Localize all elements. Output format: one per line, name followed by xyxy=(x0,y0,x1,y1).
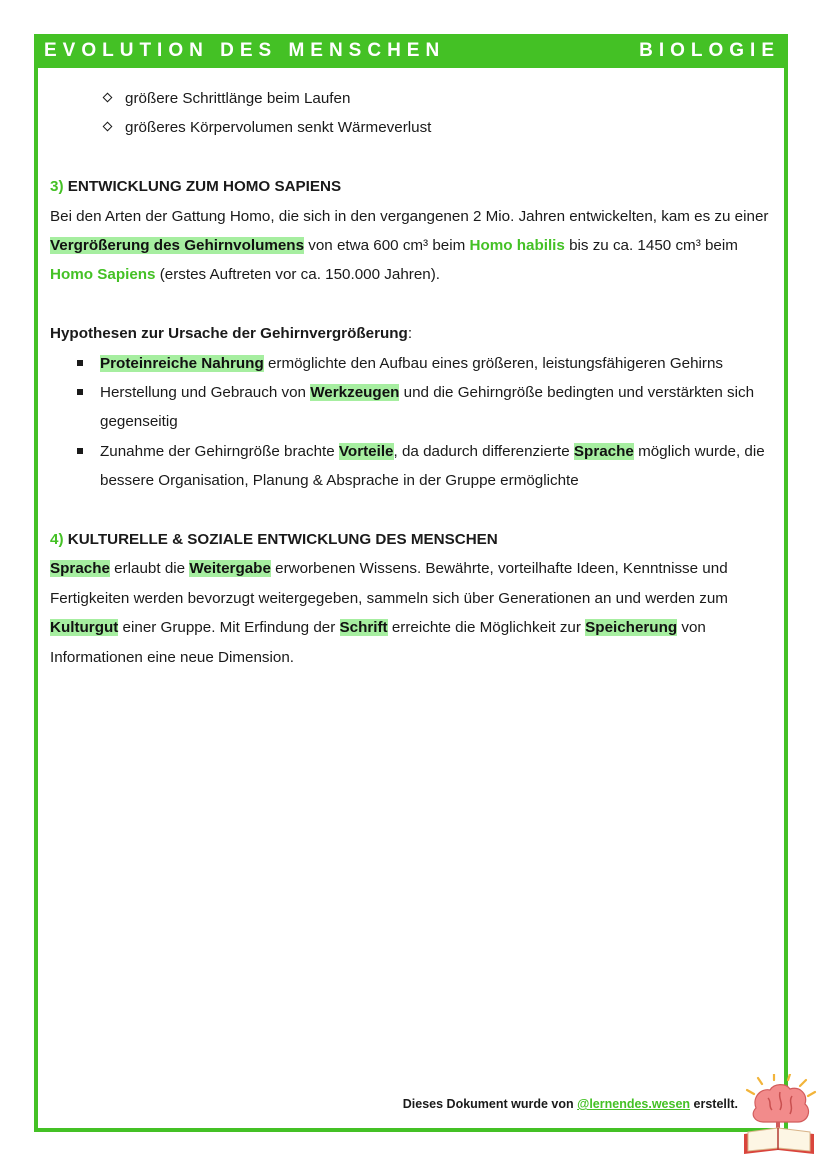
page-header xyxy=(34,34,788,68)
highlight: Sprache xyxy=(50,560,110,578)
subject-label: BIOLOGIE xyxy=(639,40,780,61)
highlight: Vergrößerung des Gehirnvolumens xyxy=(50,237,305,255)
highlight: Speicherung xyxy=(585,619,678,637)
hypotheses-heading: Hypothesen zur Ursache der Gehirnvergrößerung: xyxy=(50,325,413,343)
section-number: 3) xyxy=(50,178,64,196)
highlight: Schrift xyxy=(339,619,388,637)
brain-book-logo-icon xyxy=(738,1074,820,1158)
highlight: Vorteile xyxy=(338,442,394,460)
footer-credit: Dieses Dokument wurde von @lernendes.wesen erstellt. xyxy=(402,1097,738,1111)
document-title: EVOLUTION DES MENSCHEN xyxy=(44,40,446,61)
adaptation-list xyxy=(50,84,780,143)
section-number: 4) xyxy=(50,531,64,549)
section-title: KULTURELLE & SOZIALE ENTWICKLUNG DES MENSCHEN xyxy=(67,531,498,549)
species-name: Homo habilis xyxy=(469,237,565,255)
highlight: Sprache xyxy=(573,442,634,460)
section-title: ENTWICKLUNG ZUM HOMO SAPIENS xyxy=(67,178,342,196)
section-3-heading xyxy=(50,172,780,201)
section-4-heading xyxy=(50,525,780,554)
main-content xyxy=(50,84,780,672)
highlight: Proteinreiche Nahrung xyxy=(100,354,264,372)
species-name: Homo Sapiens xyxy=(50,266,156,284)
highlight: Kulturgut xyxy=(50,619,119,637)
section-4-paragraph: Sprache erlaubt die Weitergabe erworbenen Wissens. Bewährte, vorteilhafte Ideen, Kenntnisse und Fertigkeiten werden bevorzugt weitergegeben, sammeln sich über Generationen an und werden zum Kulturgut einer Gruppe. Mit Erfindung der Schrift erreichte die Möglichkeit zur Speicherung von Informationen eine neue Dimension. xyxy=(50,560,728,666)
list-item: größere Schrittlänge beim Laufen xyxy=(102,84,780,113)
hypotheses-list xyxy=(50,349,780,496)
list-item: größeres Körpervolumen senkt Wärmeverlust xyxy=(102,113,780,142)
highlight: Werkzeugen xyxy=(310,384,400,402)
section-3-paragraph: Bei den Arten der Gattung Homo, die sich in den vergangenen 2 Mio. Jahren entwickelten, kam es zu einer Vergrößerung des Gehirnvolumens von etwa 600 cm³ beim Homo habilis bis zu ca. 1450 cm³ beim Homo Sapiens (erstes Auftreten vor ca. 150.000 Jahren). xyxy=(50,207,769,284)
list-item: Zunahme der Gehirngröße brachte Vorteile, da dadurch differenzierte Sprache möglich wurde, die bessere Organisation, Planung & Absprache in der Gruppe ermöglichte xyxy=(76,437,780,496)
highlight: Weitergabe xyxy=(189,560,271,578)
list-item: Proteinreiche Nahrung ermöglichte den Aufbau eines größeren, leistungsfähigeren Gehirns xyxy=(76,349,780,378)
author-link[interactable]: @lernendes.wesen xyxy=(577,1097,691,1111)
list-item: Herstellung und Gebrauch von Werkzeugen und die Gehirngröße bedingten und verstärkten sich gegenseitig xyxy=(76,378,780,437)
